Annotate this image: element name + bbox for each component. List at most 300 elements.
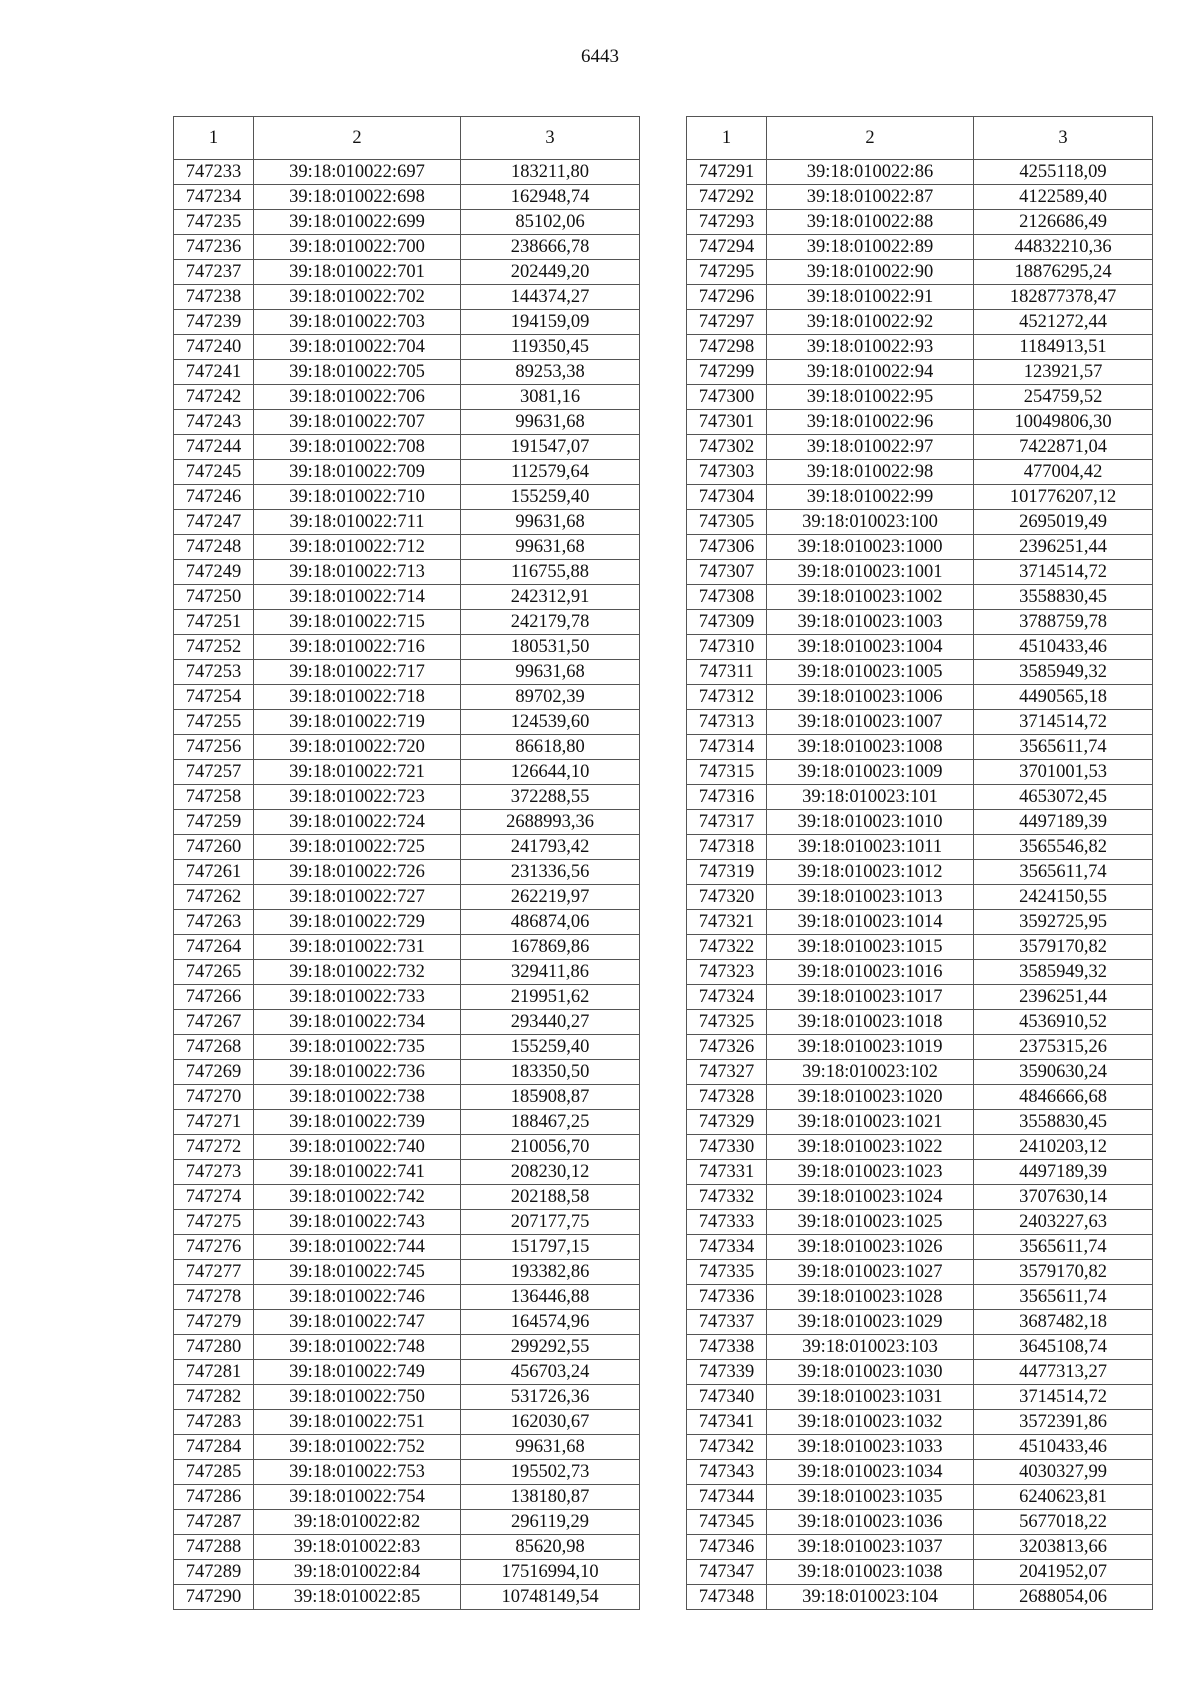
row-number-cell: 747281	[174, 1360, 254, 1385]
cadastral-number-cell: 39:18:010022:744	[254, 1235, 461, 1260]
row-number-cell: 747299	[687, 360, 767, 385]
table-row	[174, 910, 640, 935]
cadastral-number-cell: 39:18:010023:1035	[767, 1485, 974, 1510]
row-number-cell: 747294	[687, 235, 767, 260]
row-number-cell: 747240	[174, 335, 254, 360]
row-number-cell: 747251	[174, 610, 254, 635]
value-cell: 2424150,55	[974, 885, 1153, 910]
cadastral-number-cell: 39:18:010022:747	[254, 1310, 461, 1335]
table-row	[687, 860, 1153, 885]
table-row	[687, 1310, 1153, 1335]
cadastral-number-cell: 39:18:010022:701	[254, 260, 461, 285]
value-cell: 4521272,44	[974, 310, 1153, 335]
value-cell: 4536910,52	[974, 1010, 1153, 1035]
table-row	[687, 735, 1153, 760]
row-number-cell: 747262	[174, 885, 254, 910]
value-cell: 242312,91	[461, 585, 640, 610]
row-number-cell: 747284	[174, 1435, 254, 1460]
cadastral-number-cell: 39:18:010022:726	[254, 860, 461, 885]
table-row	[174, 935, 640, 960]
row-number-cell: 747253	[174, 660, 254, 685]
row-number-cell: 747270	[174, 1085, 254, 1110]
row-number-cell: 747345	[687, 1510, 767, 1535]
table-row	[687, 1110, 1153, 1135]
row-number-cell: 747347	[687, 1560, 767, 1585]
value-cell: 2375315,26	[974, 1035, 1153, 1060]
row-number-cell: 747275	[174, 1210, 254, 1235]
cadastral-number-cell: 39:18:010023:1020	[767, 1085, 974, 1110]
value-cell: 3707630,14	[974, 1185, 1153, 1210]
value-cell: 162030,67	[461, 1410, 640, 1435]
cadastral-number-cell: 39:18:010023:1017	[767, 985, 974, 1010]
table-row	[174, 585, 640, 610]
row-number-cell: 747336	[687, 1285, 767, 1310]
column-header-3: 3	[974, 117, 1153, 160]
cadastral-number-cell: 39:18:010023:1004	[767, 635, 974, 660]
value-cell: 164574,96	[461, 1310, 640, 1335]
value-cell: 4477313,27	[974, 1360, 1153, 1385]
row-number-cell: 747339	[687, 1360, 767, 1385]
row-number-cell: 747307	[687, 560, 767, 585]
row-number-cell: 747279	[174, 1310, 254, 1335]
row-number-cell: 747320	[687, 885, 767, 910]
cadastral-number-cell: 39:18:010022:700	[254, 235, 461, 260]
value-cell: 3572391,86	[974, 1410, 1153, 1435]
value-cell: 241793,42	[461, 835, 640, 860]
cadastral-number-cell: 39:18:010022:714	[254, 585, 461, 610]
cadastral-number-cell: 39:18:010023:100	[767, 510, 974, 535]
row-number-cell: 747263	[174, 910, 254, 935]
row-number-cell: 747244	[174, 435, 254, 460]
value-cell: 299292,55	[461, 1335, 640, 1360]
cadastral-number-cell: 39:18:010022:742	[254, 1185, 461, 1210]
cadastral-number-cell: 39:18:010023:1014	[767, 910, 974, 935]
cadastral-number-cell: 39:18:010023:1012	[767, 860, 974, 885]
table-row	[687, 560, 1153, 585]
value-cell: 329411,86	[461, 960, 640, 985]
row-number-cell: 747300	[687, 385, 767, 410]
table-row	[687, 610, 1153, 635]
table-row	[174, 610, 640, 635]
value-cell: 2041952,07	[974, 1560, 1153, 1585]
value-cell: 7422871,04	[974, 435, 1153, 460]
row-number-cell: 747261	[174, 860, 254, 885]
cadastral-number-cell: 39:18:010022:751	[254, 1410, 461, 1435]
table-row	[687, 535, 1153, 560]
cadastral-number-cell: 39:18:010022:89	[767, 235, 974, 260]
table-row	[174, 160, 640, 185]
table-row	[687, 1560, 1153, 1585]
table-row	[174, 835, 640, 860]
table-row	[687, 460, 1153, 485]
value-cell: 123921,57	[974, 360, 1153, 385]
cadastral-number-cell: 39:18:010023:1009	[767, 760, 974, 785]
cadastral-number-cell: 39:18:010023:1025	[767, 1210, 974, 1235]
cadastral-number-cell: 39:18:010023:1013	[767, 885, 974, 910]
cadastral-number-cell: 39:18:010022:741	[254, 1160, 461, 1185]
value-cell: 136446,88	[461, 1285, 640, 1310]
value-cell: 151797,15	[461, 1235, 640, 1260]
cadastral-number-cell: 39:18:010023:1029	[767, 1310, 974, 1335]
cadastral-number-cell: 39:18:010022:90	[767, 260, 974, 285]
table-row	[174, 1435, 640, 1460]
value-cell: 99631,68	[461, 660, 640, 685]
cadastral-number-cell: 39:18:010022:723	[254, 785, 461, 810]
cadastral-number-cell: 39:18:010023:102	[767, 1060, 974, 1085]
cadastral-number-cell: 39:18:010022:85	[254, 1585, 461, 1610]
value-cell: 185908,87	[461, 1085, 640, 1110]
table-row	[687, 435, 1153, 460]
table-row	[174, 360, 640, 385]
value-cell: 4497189,39	[974, 810, 1153, 835]
table-header-row	[174, 117, 640, 160]
row-number-cell: 747287	[174, 1510, 254, 1535]
table-row	[687, 1535, 1153, 1560]
value-cell: 3788759,78	[974, 610, 1153, 635]
table-row	[174, 1010, 640, 1035]
table-row	[687, 885, 1153, 910]
table-row	[687, 185, 1153, 210]
column-header-2: 2	[767, 117, 974, 160]
table-row	[687, 1010, 1153, 1035]
cadastral-number-cell: 39:18:010022:96	[767, 410, 974, 435]
value-cell: 4255118,09	[974, 160, 1153, 185]
row-number-cell: 747332	[687, 1185, 767, 1210]
table-row	[174, 1185, 640, 1210]
row-number-cell: 747302	[687, 435, 767, 460]
table-row	[687, 285, 1153, 310]
value-cell: 4490565,18	[974, 685, 1153, 710]
row-number-cell: 747340	[687, 1385, 767, 1410]
table-row	[174, 335, 640, 360]
table-row	[174, 385, 640, 410]
row-number-cell: 747311	[687, 660, 767, 685]
value-cell: 242179,78	[461, 610, 640, 635]
value-cell: 2410203,12	[974, 1135, 1153, 1160]
value-cell: 183211,80	[461, 160, 640, 185]
row-number-cell: 747291	[687, 160, 767, 185]
row-number-cell: 747315	[687, 760, 767, 785]
table-row	[687, 360, 1153, 385]
table-row	[687, 760, 1153, 785]
cadastral-number-cell: 39:18:010023:1036	[767, 1510, 974, 1535]
row-number-cell: 747278	[174, 1285, 254, 1310]
value-cell: 486874,06	[461, 910, 640, 935]
cadastral-number-cell: 39:18:010023:1001	[767, 560, 974, 585]
table-row	[687, 985, 1153, 1010]
cadastral-number-cell: 39:18:010023:1024	[767, 1185, 974, 1210]
value-cell: 124539,60	[461, 710, 640, 735]
table-row	[687, 1160, 1153, 1185]
table-row	[687, 785, 1153, 810]
cadastral-number-cell: 39:18:010022:734	[254, 1010, 461, 1035]
value-cell: 3645108,74	[974, 1335, 1153, 1360]
value-cell: 188467,25	[461, 1110, 640, 1135]
value-cell: 207177,75	[461, 1210, 640, 1235]
value-cell: 4122589,40	[974, 185, 1153, 210]
value-cell: 238666,78	[461, 235, 640, 260]
value-cell: 4497189,39	[974, 1160, 1153, 1185]
cadastral-number-cell: 39:18:010023:101	[767, 785, 974, 810]
row-number-cell: 747298	[687, 335, 767, 360]
cadastral-number-cell: 39:18:010022:97	[767, 435, 974, 460]
row-number-cell: 747277	[174, 1260, 254, 1285]
table-row	[174, 1035, 640, 1060]
value-cell: 101776207,12	[974, 485, 1153, 510]
row-number-cell: 747319	[687, 860, 767, 885]
table-row	[687, 1510, 1153, 1535]
cadastral-number-cell: 39:18:010023:1015	[767, 935, 974, 960]
row-number-cell: 747249	[174, 560, 254, 585]
value-cell: 3558830,45	[974, 1110, 1153, 1135]
value-cell: 180531,50	[461, 635, 640, 660]
table-row	[174, 535, 640, 560]
row-number-cell: 747288	[174, 1535, 254, 1560]
value-cell: 372288,55	[461, 785, 640, 810]
value-cell: 3081,16	[461, 385, 640, 410]
row-number-cell: 747309	[687, 610, 767, 635]
table-row	[687, 960, 1153, 985]
table-row	[687, 1135, 1153, 1160]
value-cell: 2403227,63	[974, 1210, 1153, 1235]
row-number-cell: 747274	[174, 1185, 254, 1210]
table-row	[687, 1410, 1153, 1435]
column-header-1: 1	[174, 117, 254, 160]
value-cell: 208230,12	[461, 1160, 640, 1185]
cadastral-number-cell: 39:18:010022:702	[254, 285, 461, 310]
cadastral-number-cell: 39:18:010022:740	[254, 1135, 461, 1160]
cadastral-number-cell: 39:18:010022:717	[254, 660, 461, 685]
value-cell: 2396251,44	[974, 535, 1153, 560]
value-cell: 3565546,82	[974, 835, 1153, 860]
value-cell: 3565611,74	[974, 1285, 1153, 1310]
row-number-cell: 747292	[687, 185, 767, 210]
row-number-cell: 747331	[687, 1160, 767, 1185]
row-number-cell: 747296	[687, 285, 767, 310]
value-cell: 183350,50	[461, 1060, 640, 1085]
row-number-cell: 747259	[174, 810, 254, 835]
table-row	[174, 885, 640, 910]
cadastral-number-cell: 39:18:010023:1003	[767, 610, 974, 635]
value-cell: 3558830,45	[974, 585, 1153, 610]
table-row	[174, 260, 640, 285]
row-number-cell: 747333	[687, 1210, 767, 1235]
row-number-cell: 747327	[687, 1060, 767, 1085]
cadastral-number-cell: 39:18:010022:735	[254, 1035, 461, 1060]
value-cell: 116755,88	[461, 560, 640, 585]
cadastral-number-cell: 39:18:010022:733	[254, 985, 461, 1010]
row-number-cell: 747308	[687, 585, 767, 610]
value-cell: 2126686,49	[974, 210, 1153, 235]
row-number-cell: 747316	[687, 785, 767, 810]
cadastral-number-cell: 39:18:010023:1008	[767, 735, 974, 760]
table-row	[687, 210, 1153, 235]
table-row	[687, 585, 1153, 610]
cadastral-number-cell: 39:18:010023:103	[767, 1335, 974, 1360]
value-cell: 4653072,45	[974, 785, 1153, 810]
row-number-cell: 747234	[174, 185, 254, 210]
table-row	[687, 160, 1153, 185]
row-number-cell: 747286	[174, 1485, 254, 1510]
table-row	[174, 660, 640, 685]
table-row	[687, 510, 1153, 535]
value-cell: 4510433,46	[974, 1435, 1153, 1460]
value-cell: 3565611,74	[974, 735, 1153, 760]
cadastral-table-right	[686, 116, 1153, 1610]
cadastral-number-cell: 39:18:010022:698	[254, 185, 461, 210]
row-number-cell: 747348	[687, 1585, 767, 1610]
row-number-cell: 747272	[174, 1135, 254, 1160]
table-row	[174, 1535, 640, 1560]
table-row	[687, 1385, 1153, 1410]
value-cell: 99631,68	[461, 410, 640, 435]
table-row	[687, 260, 1153, 285]
row-number-cell: 747264	[174, 935, 254, 960]
value-cell: 85620,98	[461, 1535, 640, 1560]
row-number-cell: 747324	[687, 985, 767, 1010]
value-cell: 456703,24	[461, 1360, 640, 1385]
value-cell: 99631,68	[461, 510, 640, 535]
value-cell: 182877378,47	[974, 285, 1153, 310]
row-number-cell: 747338	[687, 1335, 767, 1360]
row-number-cell: 747250	[174, 585, 254, 610]
value-cell: 219951,62	[461, 985, 640, 1010]
table-row	[687, 1210, 1153, 1235]
table-row	[174, 1485, 640, 1510]
cadastral-number-cell: 39:18:010022:710	[254, 485, 461, 510]
cadastral-number-cell: 39:18:010022:724	[254, 810, 461, 835]
value-cell: 1184913,51	[974, 335, 1153, 360]
table-row	[174, 210, 640, 235]
row-number-cell: 747273	[174, 1160, 254, 1185]
cadastral-number-cell: 39:18:010023:1030	[767, 1360, 974, 1385]
column-header-3: 3	[461, 117, 640, 160]
column-header-1: 1	[687, 117, 767, 160]
value-cell: 194159,09	[461, 310, 640, 335]
cadastral-number-cell: 39:18:010023:1026	[767, 1235, 974, 1260]
row-number-cell: 747326	[687, 1035, 767, 1060]
cadastral-number-cell: 39:18:010023:1033	[767, 1435, 974, 1460]
cadastral-number-cell: 39:18:010022:731	[254, 935, 461, 960]
value-cell: 254759,52	[974, 385, 1153, 410]
row-number-cell: 747323	[687, 960, 767, 985]
cadastral-number-cell: 39:18:010022:99	[767, 485, 974, 510]
table-row	[174, 1285, 640, 1310]
table-row	[687, 310, 1153, 335]
cadastral-number-cell: 39:18:010023:1031	[767, 1385, 974, 1410]
value-cell: 155259,40	[461, 485, 640, 510]
value-cell: 44832210,36	[974, 235, 1153, 260]
row-number-cell: 747268	[174, 1035, 254, 1060]
cadastral-number-cell: 39:18:010023:1028	[767, 1285, 974, 1310]
value-cell: 2396251,44	[974, 985, 1153, 1010]
row-number-cell: 747337	[687, 1310, 767, 1335]
cadastral-number-cell: 39:18:010022:697	[254, 160, 461, 185]
value-cell: 86618,80	[461, 735, 640, 760]
value-cell: 126644,10	[461, 760, 640, 785]
table-row	[687, 1285, 1153, 1310]
value-cell: 195502,73	[461, 1460, 640, 1485]
table-row	[687, 710, 1153, 735]
cadastral-number-cell: 39:18:010022:98	[767, 460, 974, 485]
table-row	[687, 1360, 1153, 1385]
cadastral-number-cell: 39:18:010022:703	[254, 310, 461, 335]
value-cell: 3590630,24	[974, 1060, 1153, 1085]
row-number-cell: 747335	[687, 1260, 767, 1285]
table-row	[687, 810, 1153, 835]
cadastral-number-cell: 39:18:010023:1021	[767, 1110, 974, 1135]
value-cell: 3714514,72	[974, 710, 1153, 735]
row-number-cell: 747235	[174, 210, 254, 235]
value-cell: 89702,39	[461, 685, 640, 710]
cadastral-number-cell: 39:18:010022:732	[254, 960, 461, 985]
value-cell: 296119,29	[461, 1510, 640, 1535]
row-number-cell: 747248	[174, 535, 254, 560]
value-cell: 191547,07	[461, 435, 640, 460]
cadastral-number-cell: 39:18:010022:707	[254, 410, 461, 435]
table-row	[174, 685, 640, 710]
cadastral-number-cell: 39:18:010022:749	[254, 1360, 461, 1385]
row-number-cell: 747233	[174, 160, 254, 185]
row-number-cell: 747285	[174, 1460, 254, 1485]
row-number-cell: 747310	[687, 635, 767, 660]
value-cell: 2688993,36	[461, 810, 640, 835]
cadastral-number-cell: 39:18:010022:82	[254, 1510, 461, 1535]
cadastral-number-cell: 39:18:010022:754	[254, 1485, 461, 1510]
cadastral-number-cell: 39:18:010022:725	[254, 835, 461, 860]
value-cell: 202188,58	[461, 1185, 640, 1210]
row-number-cell: 747304	[687, 485, 767, 510]
value-cell: 3585949,32	[974, 660, 1153, 685]
row-number-cell: 747260	[174, 835, 254, 860]
table-row	[174, 185, 640, 210]
row-number-cell: 747241	[174, 360, 254, 385]
cadastral-number-cell: 39:18:010023:1038	[767, 1560, 974, 1585]
row-number-cell: 747342	[687, 1435, 767, 1460]
page-number: 6443	[581, 46, 619, 67]
cadastral-number-cell: 39:18:010022:739	[254, 1110, 461, 1135]
value-cell: 531726,36	[461, 1385, 640, 1410]
row-number-cell: 747266	[174, 985, 254, 1010]
value-cell: 138180,87	[461, 1485, 640, 1510]
cadastral-number-cell: 39:18:010022:706	[254, 385, 461, 410]
value-cell: 144374,27	[461, 285, 640, 310]
cadastral-number-cell: 39:18:010022:713	[254, 560, 461, 585]
row-number-cell: 747254	[174, 685, 254, 710]
row-number-cell: 747237	[174, 260, 254, 285]
table-row	[174, 1410, 640, 1435]
table-row	[174, 1360, 640, 1385]
row-number-cell: 747306	[687, 535, 767, 560]
value-cell: 3714514,72	[974, 560, 1153, 585]
cadastral-number-cell: 39:18:010022:738	[254, 1085, 461, 1110]
table-row	[174, 1060, 640, 1085]
cadastral-number-cell: 39:18:010023:1007	[767, 710, 974, 735]
cadastral-number-cell: 39:18:010022:743	[254, 1210, 461, 1235]
table-row	[174, 460, 640, 485]
row-number-cell: 747289	[174, 1560, 254, 1585]
row-number-cell: 747245	[174, 460, 254, 485]
row-number-cell: 747343	[687, 1460, 767, 1485]
table-row	[174, 785, 640, 810]
table-row	[687, 1235, 1153, 1260]
table-row	[687, 485, 1153, 510]
table-row	[174, 510, 640, 535]
row-number-cell: 747318	[687, 835, 767, 860]
table-row	[174, 760, 640, 785]
table-row	[174, 235, 640, 260]
cadastral-number-cell: 39:18:010022:721	[254, 760, 461, 785]
